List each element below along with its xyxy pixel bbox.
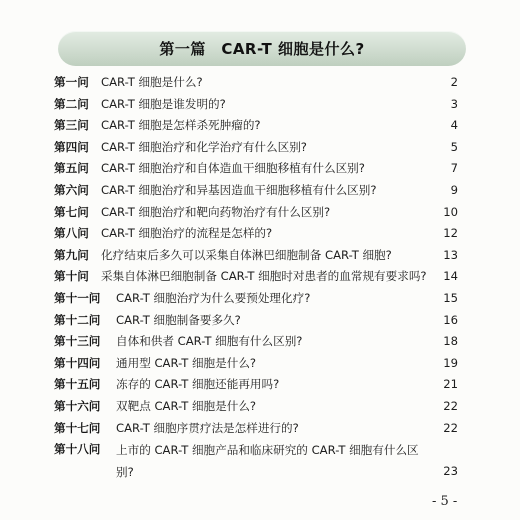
question-text: CAR-T 细胞治疗和化学治疗有什么区别? bbox=[101, 139, 307, 154]
question-text: CAR-T 细胞治疗的流程是怎样的? bbox=[101, 226, 273, 241]
section-banner bbox=[58, 31, 466, 66]
page-ref: 23 bbox=[443, 464, 458, 479]
page-ref: 18 bbox=[443, 334, 458, 349]
toc-entry[interactable] bbox=[54, 137, 464, 159]
question-number: 第十三问 bbox=[54, 334, 101, 349]
question-number: 第十六问 bbox=[54, 398, 101, 413]
question-text: CAR-T 细胞是谁发明的? bbox=[101, 96, 226, 111]
question-text: 自体和供者 CAR-T 细胞有什么区别? bbox=[116, 334, 303, 349]
question-number: 第六问 bbox=[54, 182, 89, 197]
question-text: CAR-T 细胞治疗和靶向药物治疗有什么区别? bbox=[101, 204, 331, 219]
question-text: CAR-T 细胞序贯疗法是怎样进行的? bbox=[116, 420, 299, 435]
question-text: CAR-T 细胞是怎样杀死肿瘤的? bbox=[101, 118, 261, 133]
toc-entry[interactable] bbox=[54, 266, 464, 288]
question-text: CAR-T 细胞制备要多久? bbox=[116, 312, 241, 327]
page-ref: 7 bbox=[450, 161, 458, 176]
toc-entry[interactable] bbox=[54, 94, 464, 116]
page-ref: 22 bbox=[443, 398, 458, 413]
page-ref: 14 bbox=[443, 269, 458, 284]
question-text: CAR-T 细胞治疗和自体造血干细胞移植有什么区别? bbox=[101, 161, 365, 176]
page-ref: 15 bbox=[443, 290, 458, 305]
question-number: 第十八问 bbox=[54, 442, 101, 457]
toc-entry[interactable] bbox=[54, 439, 464, 481]
question-text: 冻存的 CAR-T 细胞还能再用吗? bbox=[116, 377, 280, 392]
page-ref: 19 bbox=[443, 355, 458, 370]
page-ref: 5 bbox=[450, 139, 458, 154]
question-text: CAR-T 细胞是什么? bbox=[101, 75, 203, 89]
question-number: 第十二问 bbox=[54, 312, 101, 327]
question-number: 第十问 bbox=[54, 269, 89, 284]
question-text: 上市的 CAR-T 细胞产品和临床研究的 CAR-T 细胞有什么区别? bbox=[116, 443, 419, 480]
question-text: 采集自体淋巴细胞制备 CAR-T 细胞时对患者的血常规有要求吗? bbox=[101, 269, 427, 284]
toc-entry[interactable] bbox=[54, 288, 464, 310]
question-number: 第五问 bbox=[54, 161, 89, 176]
toc-entry[interactable] bbox=[54, 180, 464, 202]
toc-entry[interactable] bbox=[54, 245, 464, 267]
toc-entry[interactable] bbox=[54, 418, 464, 440]
page-ref: 22 bbox=[443, 420, 458, 435]
question-text: 双靶点 CAR-T 细胞是什么? bbox=[116, 398, 257, 413]
page-ref: 2 bbox=[450, 75, 458, 89]
page-ref: 3 bbox=[450, 96, 458, 111]
question-number: 第十七问 bbox=[54, 420, 101, 435]
toc-entry[interactable] bbox=[54, 396, 464, 418]
question-text: 通用型 CAR-T 细胞是什么? bbox=[116, 355, 257, 370]
question-text: 化疗结束后多久可以采集自体淋巴细胞制备 CAR-T 细胞? bbox=[101, 247, 392, 262]
toc-entry[interactable] bbox=[54, 158, 464, 180]
question-text: CAR-T 细胞治疗为什么要预处理化疗? bbox=[116, 290, 311, 305]
question-number: 第三问 bbox=[54, 118, 89, 133]
page-ref: 9 bbox=[450, 182, 458, 197]
page-ref: 12 bbox=[443, 226, 458, 241]
question-number: 第十一问 bbox=[54, 290, 101, 305]
table-of-contents bbox=[54, 72, 464, 481]
question-number: 第四问 bbox=[54, 139, 89, 154]
toc-entry[interactable] bbox=[54, 223, 464, 245]
toc-entry[interactable] bbox=[54, 331, 464, 353]
question-number: 第二问 bbox=[54, 96, 89, 111]
question-number: 第一问 bbox=[54, 75, 89, 89]
question-number: 第十四问 bbox=[54, 355, 101, 370]
page-ref: 10 bbox=[443, 204, 458, 219]
toc-entry[interactable] bbox=[54, 72, 464, 94]
question-number: 第七问 bbox=[54, 204, 89, 219]
section-title: 第一篇 CAR-T 细胞是什么? bbox=[159, 40, 365, 58]
question-number: 第八问 bbox=[54, 226, 89, 241]
page-ref: 21 bbox=[443, 377, 458, 392]
question-number: 第九问 bbox=[54, 247, 89, 262]
question-number: 第十五问 bbox=[54, 377, 101, 392]
toc-entry[interactable] bbox=[54, 310, 464, 332]
page-ref: 4 bbox=[450, 118, 458, 133]
toc-entry[interactable] bbox=[54, 115, 464, 137]
page-ref: 13 bbox=[443, 247, 458, 262]
toc-entry[interactable] bbox=[54, 202, 464, 224]
page-number: - 5 - bbox=[432, 494, 458, 509]
toc-entry[interactable] bbox=[54, 374, 464, 396]
question-text: CAR-T 细胞治疗和异基因造血干细胞移植有什么区别? bbox=[101, 182, 377, 197]
page-ref: 16 bbox=[443, 312, 458, 327]
toc-entry[interactable] bbox=[54, 353, 464, 375]
